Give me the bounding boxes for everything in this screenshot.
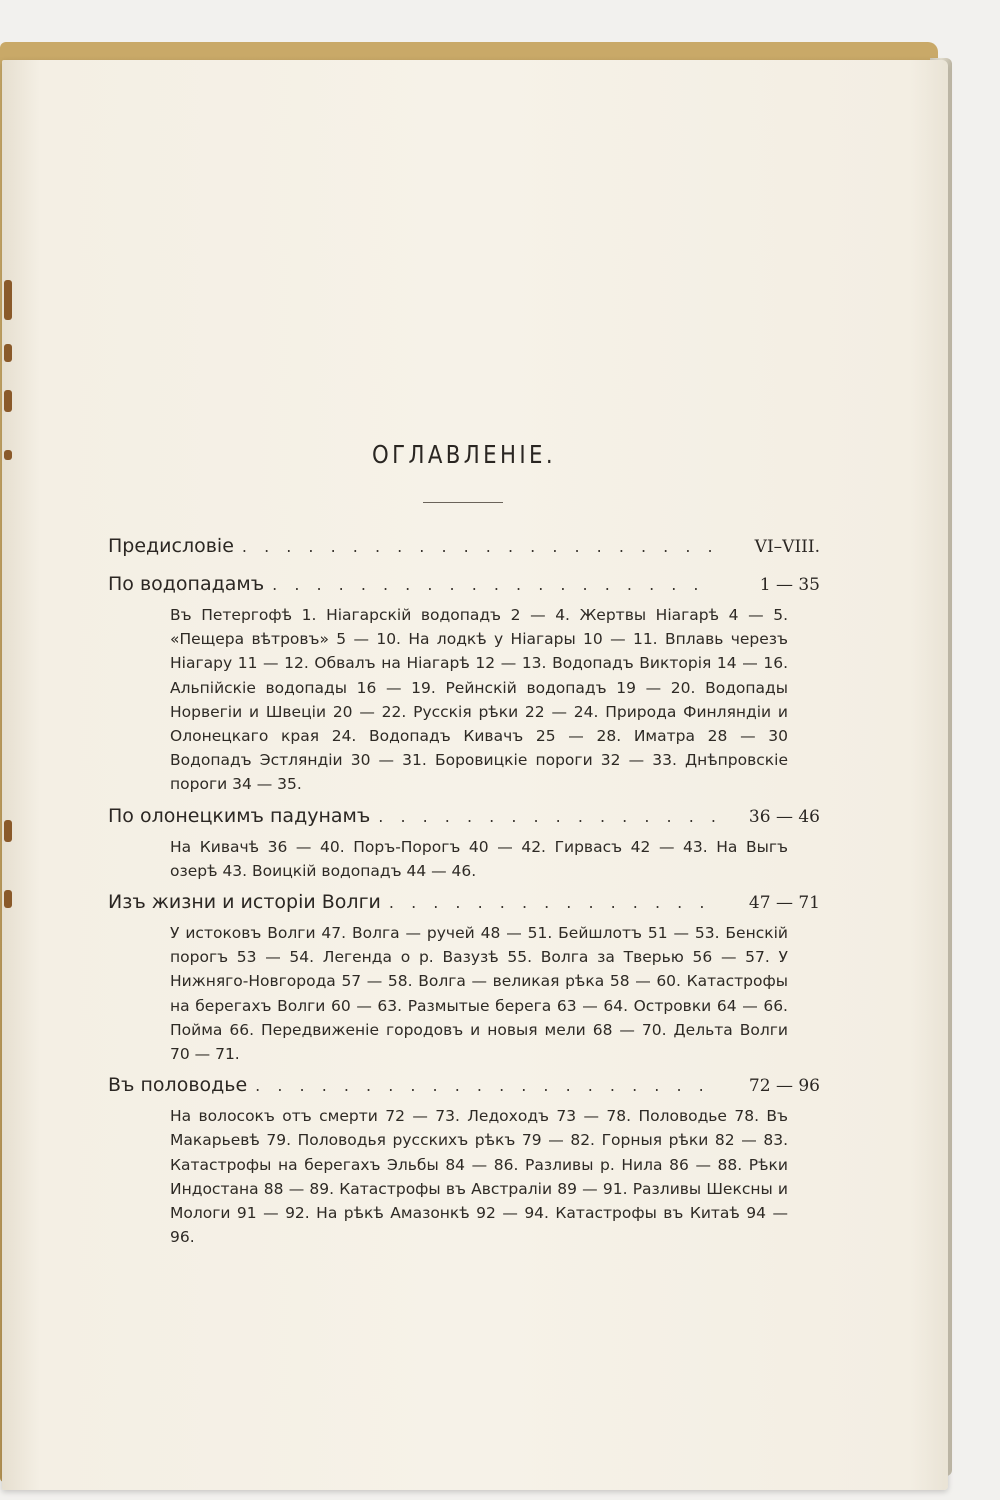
- table-of-contents: [108, 535, 820, 1257]
- entry-title: Въ половодье: [108, 1074, 248, 1097]
- entry-description: Въ Петергофѣ 1. Ніагарскій водопадъ 2 — 4. Жертвы Ніагарѣ 4 — 5. «Пещера вѣтровъ» 5 — 10. На лодкѣ у Ніагары 10 — 11. Вплавь черезъ Ніагару 11 — 12. Обвалъ на Ніагарѣ 12 — 13. Водопадъ Викторія 14 — 16. Альпійскіе водопады 16 — 19. Рейнскій водопадъ 19 — 20. Водопады Норвегіи и Швеціи 20 — 22. Русскія рѣки 22 — 24. Природа Финляндіи и Олонецкаго края 24. Водопадъ Кивачъ 25 — 28. Иматра 28 — 30 Водопадъ Эстляндіи 30 — 31. Боровицкіе пороги 32 — 33. Днѣпровскіе пороги 34 — 35.: [170, 606, 788, 794]
- toc-entry-olonets: [108, 805, 820, 883]
- entry-pages: 1 — 35: [759, 575, 820, 595]
- entry-description: На волосокъ отъ смерти 72 — 73. Ледоходъ 73 — 78. Половодье 78. Въ Макарьевѣ 79. Половодья русскихъ рѣкъ 79 — 82. Горныя рѣки 82 — 83. Катастрофы на берегахъ Эльбы 84 — 86. Разливы р. Нила 86 — 88. Рѣки Индостана 88 — 89. Катастрофы въ Австраліи 89 — 91. Разливы Шексны и Мологи 91 — 92. На рѣкѣ Амазонкѣ 92 — 94. Катастрофы въ Китаѣ 94 — 96.: [170, 1107, 788, 1247]
- dot-leader: [255, 1076, 716, 1095]
- binding-thread-marks: [2, 280, 18, 980]
- entry-title: Предисловіе: [108, 535, 234, 557]
- toc-entry-waterfalls: [108, 573, 820, 797]
- entry-description: На Кивачѣ 36 — 40. Поръ-Порогъ 40 — 42. Гирвасъ 42 — 43. На Выгъ озерѣ 43. Воицкій водопадъ 44 — 46.: [170, 837, 788, 880]
- entry-pages: VI–VIII.: [754, 537, 820, 557]
- toc-title: ОГЛАВЛЕНІЕ.: [371, 440, 557, 469]
- entry-description: У истоковъ Волги 47. Волга — ручей 48 — 51. Бейшлотъ 51 — 53. Бенскій порогъ 53 — 54. Легенда о р. Вазузѣ 55. Волга за Тверью 56 — 57. У Нижняго-Новгорода 57 — 58. Волга — великая рѣка 58 — 60. Катастрофы на берегахъ Волги 60 — 63. Размытые берега 63 — 64. Островки 64 — 66. Пойма 66. Передвиженіе городовъ и новыя мели 68 — 70. Дельта Волги 70 — 71.: [170, 924, 788, 1064]
- toc-entry-preface: [108, 535, 820, 565]
- dot-leader: [378, 807, 716, 826]
- entry-title: По олонецкимъ падунамъ: [108, 804, 371, 827]
- toc-entry-flood: [108, 1074, 820, 1249]
- entry-title: По водопадамъ: [108, 573, 265, 595]
- entry-pages: 47 — 71: [748, 893, 820, 914]
- dot-leader: [389, 893, 716, 912]
- dot-leader: [272, 575, 716, 594]
- title-divider: [423, 502, 503, 503]
- toc-entry-volga: [108, 891, 820, 1066]
- entry-title: Изъ жизни и исторіи Волги: [108, 891, 381, 914]
- dot-leader: [242, 537, 716, 556]
- entry-pages: 72 — 96: [748, 1076, 820, 1097]
- entry-pages: 36 — 46: [748, 806, 820, 827]
